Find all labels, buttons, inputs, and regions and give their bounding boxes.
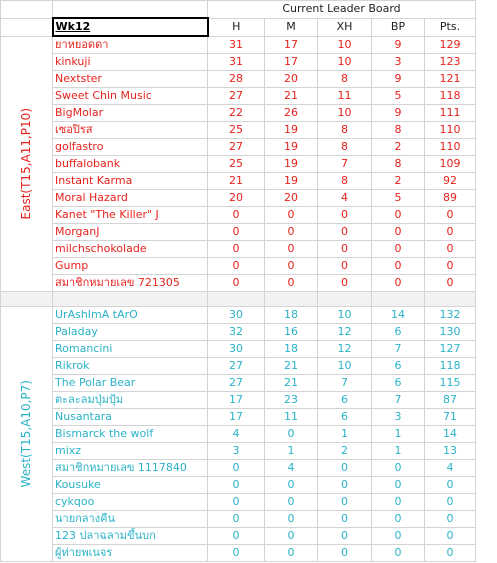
stat-h[interactable]: 28 xyxy=(208,71,265,88)
player-name[interactable]: Paladay xyxy=(53,324,208,341)
player-name[interactable]: ตะละลมปุ่มปุ้ม xyxy=(53,392,208,409)
player-name[interactable]: เซอปิรส xyxy=(53,122,208,139)
player-name[interactable]: The Polar Bear xyxy=(53,375,208,392)
west-region-cell xyxy=(1,528,53,545)
stat-pts[interactable]: 118 xyxy=(425,88,476,105)
west-table-row xyxy=(1,341,476,358)
stat-h[interactable]: 31 xyxy=(208,54,265,71)
player-name[interactable]: mixz xyxy=(53,443,208,460)
stat-bp[interactable]: 0 xyxy=(372,545,425,562)
stat-bp[interactable]: 1 xyxy=(372,443,425,460)
stat-m[interactable]: 0 xyxy=(265,511,318,528)
stat-m[interactable]: 0 xyxy=(265,477,318,494)
east-table-row xyxy=(1,88,476,105)
col-header-h[interactable]: H xyxy=(208,18,265,36)
stat-pts[interactable]: 109 xyxy=(425,156,476,173)
east-region-label: East(T15,A11,P10) xyxy=(19,108,33,220)
stat-pts[interactable]: 110 xyxy=(425,122,476,139)
stat-xh[interactable]: 7 xyxy=(318,156,372,173)
stat-m[interactable]: 23 xyxy=(265,392,318,409)
stat-h[interactable]: 25 xyxy=(208,156,265,173)
east-region-cell xyxy=(1,88,53,105)
stat-pts[interactable]: 89 xyxy=(425,190,476,207)
stat-h[interactable]: 30 xyxy=(208,341,265,358)
player-name[interactable]: ยาหยอดดา xyxy=(53,36,208,54)
stat-pts[interactable]: 0 xyxy=(425,494,476,511)
stat-xh[interactable]: 12 xyxy=(318,341,372,358)
stat-m[interactable]: 11 xyxy=(265,409,318,426)
divider-cell xyxy=(372,292,425,307)
stat-xh[interactable]: 0 xyxy=(318,511,372,528)
west-table-row xyxy=(1,307,476,324)
col-header-pts[interactable]: Pts. xyxy=(425,18,476,36)
east-region-cell xyxy=(1,36,53,54)
stat-h[interactable]: 0 xyxy=(208,241,265,258)
east-table-row xyxy=(1,71,476,88)
stat-xh[interactable]: 0 xyxy=(318,241,372,258)
stat-h[interactable]: 0 xyxy=(208,224,265,241)
stat-bp[interactable]: 8 xyxy=(372,122,425,139)
east-table-row xyxy=(1,156,476,173)
player-name[interactable]: ผู้ท่ายพเนจร xyxy=(53,545,208,562)
stat-pts[interactable]: 13 xyxy=(425,443,476,460)
stat-pts[interactable]: 123 xyxy=(425,54,476,71)
stat-xh[interactable]: 8 xyxy=(318,122,372,139)
stat-xh[interactable]: 10 xyxy=(318,105,372,122)
player-name[interactable]: Moral Hazard xyxy=(53,190,208,207)
stat-bp[interactable]: 7 xyxy=(372,392,425,409)
stat-pts[interactable]: 110 xyxy=(425,139,476,156)
stat-bp[interactable]: 0 xyxy=(372,207,425,224)
divider-cell xyxy=(208,292,265,307)
stat-m[interactable]: 21 xyxy=(265,88,318,105)
west-table-row xyxy=(1,324,476,341)
stat-bp[interactable]: 1 xyxy=(372,426,425,443)
stat-bp[interactable]: 9 xyxy=(372,105,425,122)
divider-cell xyxy=(425,292,476,307)
stat-m[interactable]: 0 xyxy=(265,241,318,258)
stat-xh[interactable]: 10 xyxy=(318,307,372,324)
player-name[interactable]: Sweet Chin Music xyxy=(53,88,208,105)
stat-bp[interactable]: 8 xyxy=(372,156,425,173)
stat-xh[interactable]: 0 xyxy=(318,207,372,224)
stat-h[interactable]: 0 xyxy=(208,460,265,477)
east-region-cell xyxy=(1,241,53,258)
stat-h[interactable]: 0 xyxy=(208,511,265,528)
stat-bp[interactable]: 9 xyxy=(372,71,425,88)
west-table-row xyxy=(1,358,476,375)
stat-xh[interactable]: 8 xyxy=(318,71,372,88)
stat-m[interactable]: 16 xyxy=(265,324,318,341)
stat-xh[interactable]: 10 xyxy=(318,54,372,71)
stat-h[interactable]: 30 xyxy=(208,307,265,324)
stat-bp[interactable]: 0 xyxy=(372,224,425,241)
stat-m[interactable]: 1 xyxy=(265,443,318,460)
stat-xh[interactable]: 0 xyxy=(318,460,372,477)
stat-xh[interactable]: 2 xyxy=(318,443,372,460)
stat-h[interactable]: 27 xyxy=(208,358,265,375)
stat-bp[interactable]: 0 xyxy=(372,241,425,258)
stat-pts[interactable]: 4 xyxy=(425,460,476,477)
header-row xyxy=(1,18,476,36)
stat-m[interactable]: 21 xyxy=(265,358,318,375)
player-name[interactable]: สมาชิกหมายเลข 721305 xyxy=(53,275,208,292)
east-table-row xyxy=(1,207,476,224)
stat-bp[interactable]: 7 xyxy=(372,341,425,358)
stat-m[interactable]: 0 xyxy=(265,258,318,275)
west-table-row xyxy=(1,460,476,477)
east-table-row xyxy=(1,224,476,241)
player-name[interactable]: UrAshImA tArO xyxy=(53,307,208,324)
west-region-cell xyxy=(1,341,53,358)
stat-bp[interactable]: 5 xyxy=(372,190,425,207)
stat-pts[interactable]: 118 xyxy=(425,358,476,375)
stat-m[interactable]: 0 xyxy=(265,275,318,292)
stat-xh[interactable]: 10 xyxy=(318,358,372,375)
west-table-row xyxy=(1,528,476,545)
stat-h[interactable]: 4 xyxy=(208,426,265,443)
west-table-row xyxy=(1,392,476,409)
stat-h[interactable]: 27 xyxy=(208,139,265,156)
stat-pts[interactable]: 132 xyxy=(425,307,476,324)
stat-h[interactable]: 0 xyxy=(208,275,265,292)
title-row xyxy=(1,1,476,19)
west-region-cell xyxy=(1,545,53,562)
stat-h[interactable]: 0 xyxy=(208,528,265,545)
stat-m[interactable]: 26 xyxy=(265,105,318,122)
player-name[interactable]: BigMolar xyxy=(53,105,208,122)
west-region-cell xyxy=(1,511,53,528)
east-table-row xyxy=(1,241,476,258)
stat-h[interactable]: 22 xyxy=(208,105,265,122)
stat-m[interactable]: 21 xyxy=(265,375,318,392)
west-table-row xyxy=(1,426,476,443)
player-name[interactable]: 123 ปลาฉลามขึ้นบก xyxy=(53,528,208,545)
stat-pts[interactable]: 0 xyxy=(425,477,476,494)
stat-xh[interactable]: 0 xyxy=(318,528,372,545)
player-name[interactable]: สมาชิกหมายเลข 1117840 xyxy=(53,460,208,477)
stat-bp[interactable]: 0 xyxy=(372,494,425,511)
stat-pts[interactable]: 92 xyxy=(425,173,476,190)
stat-m[interactable]: 0 xyxy=(265,224,318,241)
stat-bp[interactable]: 0 xyxy=(372,275,425,292)
stat-h[interactable]: 0 xyxy=(208,477,265,494)
stat-bp[interactable]: 6 xyxy=(372,324,425,341)
stat-xh[interactable]: 7 xyxy=(318,375,372,392)
week-label[interactable]: Wk12 xyxy=(53,18,208,36)
stat-xh[interactable]: 10 xyxy=(318,36,372,54)
stat-xh[interactable]: 0 xyxy=(318,494,372,511)
divider-row xyxy=(1,292,476,307)
stat-pts[interactable]: 0 xyxy=(425,207,476,224)
stat-pts[interactable]: 111 xyxy=(425,105,476,122)
player-name[interactable]: Nextster xyxy=(53,71,208,88)
stat-m[interactable]: 0 xyxy=(265,494,318,511)
west-table-row xyxy=(1,545,476,562)
west-region-cell xyxy=(1,494,53,511)
player-name[interactable]: Rikrok xyxy=(53,358,208,375)
player-name[interactable]: cykqoo xyxy=(53,494,208,511)
corner-cell xyxy=(1,18,53,36)
col-header-bp[interactable]: BP xyxy=(372,18,425,36)
stat-h[interactable]: 21 xyxy=(208,173,265,190)
stat-xh[interactable]: 6 xyxy=(318,392,372,409)
stat-xh[interactable]: 12 xyxy=(318,324,372,341)
east-table-row xyxy=(1,258,476,275)
stat-xh[interactable]: 0 xyxy=(318,275,372,292)
stat-bp[interactable]: 14 xyxy=(372,307,425,324)
east-region-cell xyxy=(1,224,53,241)
player-name[interactable]: Bismarck the wolf xyxy=(53,426,208,443)
stat-h[interactable]: 0 xyxy=(208,545,265,562)
stat-m[interactable]: 0 xyxy=(265,207,318,224)
east-table-row xyxy=(1,275,476,292)
stat-xh[interactable]: 0 xyxy=(318,477,372,494)
stat-bp[interactable]: 0 xyxy=(372,460,425,477)
west-region-label: West(T15,A10,P7) xyxy=(19,380,33,488)
player-name[interactable]: Kanet "The Killer" J xyxy=(53,207,208,224)
stat-xh[interactable]: 0 xyxy=(318,258,372,275)
player-name[interactable]: Nusantara xyxy=(53,409,208,426)
divider-cell xyxy=(318,292,372,307)
stat-m[interactable]: 19 xyxy=(265,122,318,139)
divider-cell xyxy=(53,292,208,307)
stat-m[interactable]: 17 xyxy=(265,54,318,71)
stat-bp[interactable]: 6 xyxy=(372,358,425,375)
stat-xh[interactable]: 8 xyxy=(318,139,372,156)
stat-h[interactable]: 31 xyxy=(208,36,265,54)
stat-xh[interactable]: 0 xyxy=(318,545,372,562)
stat-bp[interactable]: 0 xyxy=(372,528,425,545)
player-name[interactable]: Kousuke xyxy=(53,477,208,494)
stat-bp[interactable]: 0 xyxy=(372,258,425,275)
stat-m[interactable]: 19 xyxy=(265,173,318,190)
west-table-row xyxy=(1,494,476,511)
col-header-xh[interactable]: XH xyxy=(318,18,372,36)
stat-pts[interactable]: 0 xyxy=(425,241,476,258)
stat-xh[interactable]: 11 xyxy=(318,88,372,105)
stat-xh[interactable]: 4 xyxy=(318,190,372,207)
stat-h[interactable]: 0 xyxy=(208,494,265,511)
stat-pts[interactable]: 0 xyxy=(425,224,476,241)
stat-pts[interactable]: 0 xyxy=(425,258,476,275)
stat-bp[interactable]: 0 xyxy=(372,477,425,494)
player-name[interactable]: milchschokolade xyxy=(53,241,208,258)
east-table-row xyxy=(1,122,476,139)
stat-bp[interactable]: 2 xyxy=(372,173,425,190)
stat-h[interactable]: 17 xyxy=(208,392,265,409)
stat-xh[interactable]: 8 xyxy=(318,173,372,190)
stat-m[interactable]: 0 xyxy=(265,426,318,443)
stat-pts[interactable]: 0 xyxy=(425,545,476,562)
stat-bp[interactable]: 2 xyxy=(372,139,425,156)
stat-h[interactable]: 20 xyxy=(208,190,265,207)
stat-m[interactable]: 18 xyxy=(265,341,318,358)
west-region-cell xyxy=(1,358,53,375)
player-name[interactable]: golfastro xyxy=(53,139,208,156)
stat-pts[interactable]: 87 xyxy=(425,392,476,409)
stat-pts[interactable]: 115 xyxy=(425,375,476,392)
stat-pts[interactable]: 14 xyxy=(425,426,476,443)
west-table-row xyxy=(1,443,476,460)
stat-xh[interactable]: 0 xyxy=(318,224,372,241)
east-table-row xyxy=(1,190,476,207)
stat-pts[interactable]: 129 xyxy=(425,36,476,54)
east-region-cell xyxy=(1,54,53,71)
stat-bp[interactable]: 3 xyxy=(372,54,425,71)
player-name[interactable]: kinkuji xyxy=(53,54,208,71)
east-region-cell xyxy=(1,275,53,292)
west-table-row xyxy=(1,409,476,426)
east-table-row xyxy=(1,173,476,190)
stat-pts[interactable]: 0 xyxy=(425,528,476,545)
east-region-cell xyxy=(1,71,53,88)
stat-pts[interactable]: 127 xyxy=(425,341,476,358)
corner-cell xyxy=(1,1,53,19)
stat-m[interactable]: 19 xyxy=(265,156,318,173)
east-table-row xyxy=(1,139,476,156)
stat-bp[interactable]: 0 xyxy=(372,511,425,528)
east-region-cell xyxy=(1,258,53,275)
divider-cell xyxy=(1,292,53,307)
west-table-row xyxy=(1,375,476,392)
stat-m[interactable]: 0 xyxy=(265,528,318,545)
col-header-m[interactable]: M xyxy=(265,18,318,36)
east-table-row xyxy=(1,36,476,54)
stat-pts[interactable]: 71 xyxy=(425,409,476,426)
player-name[interactable]: นายกลางคืน xyxy=(53,511,208,528)
stat-m[interactable]: 0 xyxy=(265,545,318,562)
stat-m[interactable]: 19 xyxy=(265,139,318,156)
player-name[interactable]: Gump xyxy=(53,258,208,275)
stat-pts[interactable]: 0 xyxy=(425,511,476,528)
stat-m[interactable]: 20 xyxy=(265,190,318,207)
stat-h[interactable]: 0 xyxy=(208,258,265,275)
stat-pts[interactable]: 0 xyxy=(425,275,476,292)
stat-bp[interactable]: 5 xyxy=(372,88,425,105)
stat-h[interactable]: 27 xyxy=(208,375,265,392)
west-region-cell xyxy=(1,307,53,324)
stat-m[interactable]: 18 xyxy=(265,307,318,324)
stat-m[interactable]: 17 xyxy=(265,36,318,54)
stat-bp[interactable]: 3 xyxy=(372,409,425,426)
stat-bp[interactable]: 6 xyxy=(372,375,425,392)
player-name[interactable]: MorganJ xyxy=(53,224,208,241)
stat-h[interactable]: 0 xyxy=(208,207,265,224)
stat-m[interactable]: 20 xyxy=(265,71,318,88)
west-table-row xyxy=(1,511,476,528)
stat-h[interactable]: 3 xyxy=(208,443,265,460)
stat-bp[interactable]: 9 xyxy=(372,36,425,54)
player-name[interactable]: Instant Karma xyxy=(53,173,208,190)
stat-xh[interactable]: 1 xyxy=(318,426,372,443)
stat-h[interactable]: 32 xyxy=(208,324,265,341)
stat-h[interactable]: 25 xyxy=(208,122,265,139)
east-table-row xyxy=(1,105,476,122)
stat-pts[interactable]: 130 xyxy=(425,324,476,341)
west-table-row xyxy=(1,477,476,494)
stat-h[interactable]: 17 xyxy=(208,409,265,426)
east-table-row xyxy=(1,54,476,71)
player-name[interactable]: Romancini xyxy=(53,341,208,358)
stat-m[interactable]: 4 xyxy=(265,460,318,477)
board-title: Current Leader Board xyxy=(208,1,476,19)
stat-xh[interactable]: 6 xyxy=(318,409,372,426)
west-region-cell xyxy=(1,324,53,341)
stat-h[interactable]: 27 xyxy=(208,88,265,105)
player-name[interactable]: buffalobank xyxy=(53,156,208,173)
blank-cell xyxy=(53,1,208,19)
stat-pts[interactable]: 121 xyxy=(425,71,476,88)
divider-cell xyxy=(265,292,318,307)
